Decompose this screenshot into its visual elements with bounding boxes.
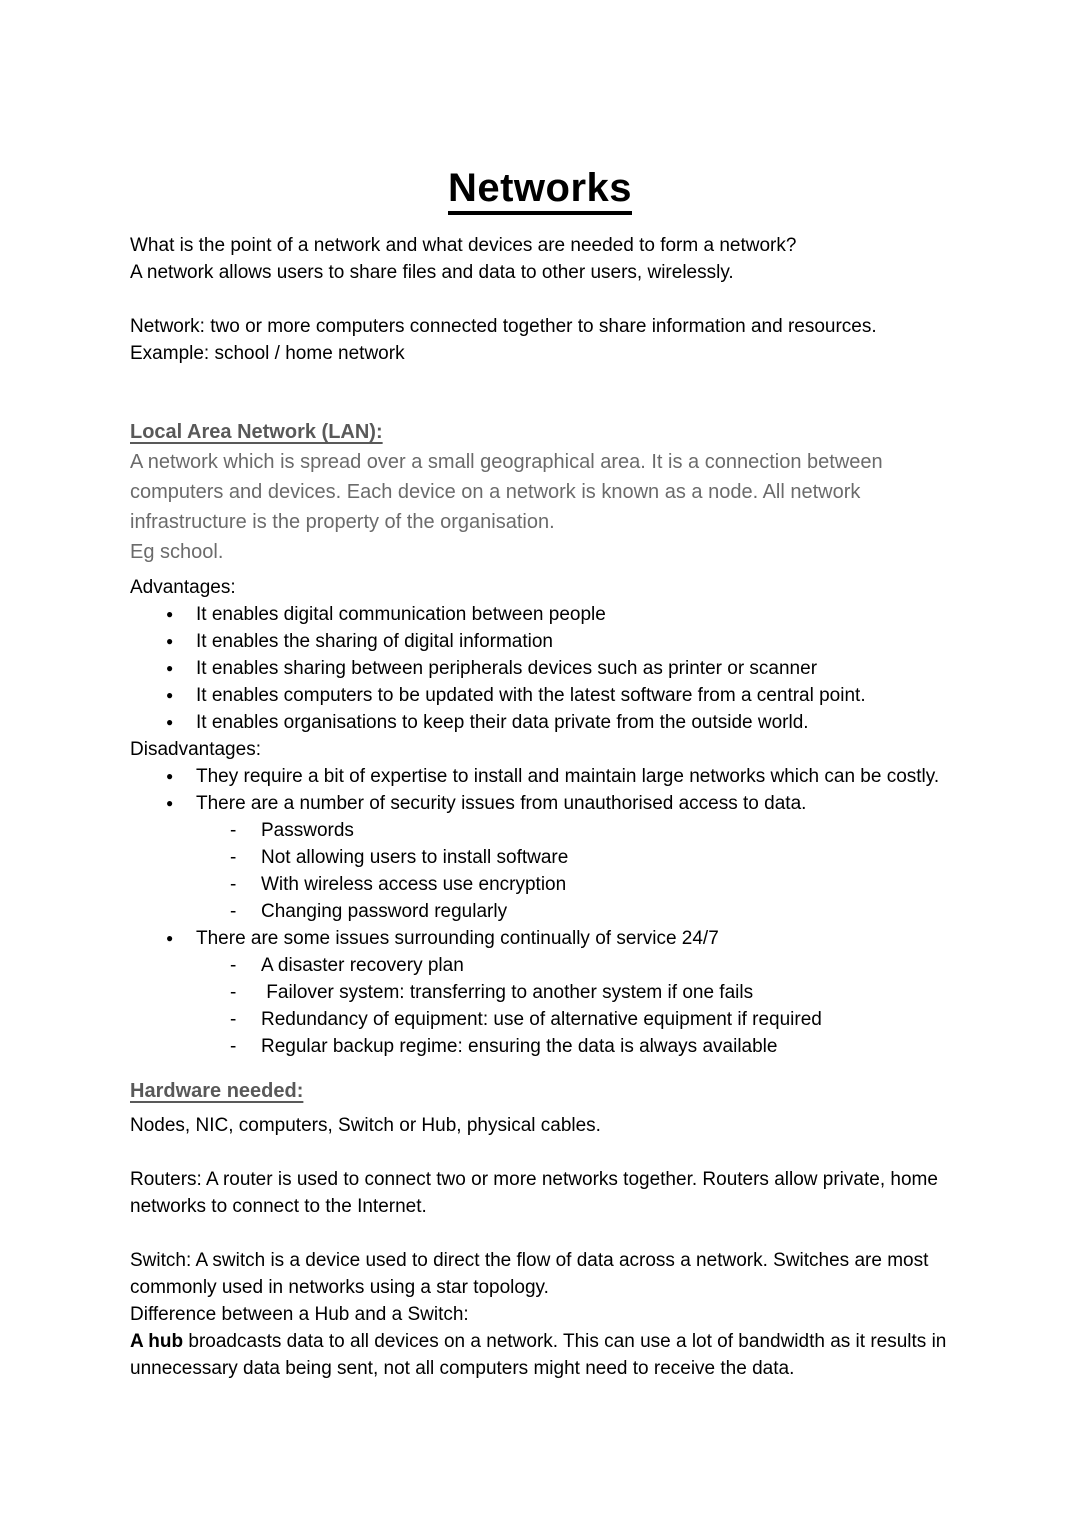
dash-marker: - [230,874,237,895]
disadvantages-label: Disadvantages: [130,739,261,760]
hardware-section-heading [130,1076,950,1106]
bullet-marker: ● [166,634,174,648]
list-item-text: It enables the sharing of digital information [196,631,553,652]
hub-rest-text: broadcasts data to all devices on a network. This can use a lot of bandwidth as it results in unnecessary data being sent, not all computers might need to receive the data. [130,1331,947,1379]
list-item [130,655,950,682]
hub-switch-difference-label: Difference between a Hub and a Switch: [130,1304,469,1325]
hub-paragraph [130,1328,950,1382]
switch-paragraph: Switch: A switch is a device used to direct the flow of data across a network. Switches are most commonly used in networks using a star topology. [130,1250,929,1298]
network-definition: Network: two or more computers connected together to share information and resources. [130,316,877,337]
list-item-text: It enables organisations to keep their data private from the outside world. [196,712,809,733]
dash-marker: - [230,1036,237,1057]
sub-list-item-text: Passwords [261,820,354,841]
list-item [130,709,950,736]
dash-marker: - [230,901,237,922]
list-item [130,763,950,790]
list-item-text: There are some issues surrounding continually of service 24/7 [196,928,719,949]
hardware-section-heading-text: Hardware needed: [130,1080,304,1102]
sub-list-item [130,1006,950,1033]
sub-list-item [130,817,950,844]
advantages-list [130,601,950,736]
network-example: Example: school / home network [130,343,405,364]
advantages-label: Advantages: [130,577,236,598]
bullet-marker: ● [166,769,174,783]
list-item [130,682,950,709]
bullet-marker: ● [166,796,174,810]
sub-list-item-text: Redundancy of equipment: use of alternative equipment if required [261,1009,822,1030]
lan-example: Eg school. [130,541,224,563]
sub-list-item [130,1033,950,1060]
hub-bold-text: A hub [130,1331,184,1352]
sub-list-item-text: A disaster recovery plan [261,955,464,976]
bullet-marker: ● [166,661,174,675]
sub-list-item [130,979,950,1006]
sub-list-item [130,871,950,898]
sub-list-item [130,844,950,871]
intro-answer: A network allows users to share files and data to other users, wirelessly. [130,262,734,283]
list-item-text: They require a bit of expertise to install and maintain large networks which can be costly. [196,766,940,787]
bullet-marker: ● [166,715,174,729]
sub-list-item [130,952,950,979]
dash-marker: - [230,955,237,976]
sub-list-item-text: Changing password regularly [261,901,508,922]
routers-paragraph: Routers: A router is used to connect two or more networks together. Routers allow private, home networks to connect to the Internet. [130,1169,938,1217]
bullet-marker: ● [166,688,174,702]
dash-marker: - [230,820,237,841]
intro-question: What is the point of a network and what devices are needed to form a network? [130,235,797,256]
lan-description: A network which is spread over a small geographical area. It is a connection between computers and devices. Each device on a network is known as a node. All network infrastructure is the property of the organisation. [130,451,883,533]
document-title-text: Networks [448,166,632,215]
document-title [130,166,950,215]
sub-list-item-text: Not allowing users to install software [261,847,569,868]
list-item-text: It enables digital communication between people [196,604,606,625]
bullet-marker: ● [166,607,174,621]
disadvantages-list [130,763,950,1060]
bullet-marker: ● [166,931,174,945]
sub-list-item-text: With wireless access use encryption [261,874,567,895]
list-item [130,925,950,952]
switch-block [130,1247,950,1382]
dash-marker: - [230,847,237,868]
list-item-text: There are a number of security issues from unauthorised access to data. [196,793,807,814]
lan-section-heading-text: Local Area Network (LAN): [130,421,383,443]
list-item [130,628,950,655]
dash-marker: - [230,982,237,1003]
dash-marker: - [230,1009,237,1030]
list-item-text: It enables sharing between peripherals devices such as printer or scanner [196,658,818,679]
list-item-text: It enables computers to be updated with the latest software from a central point. [196,685,866,706]
sub-list-item-text: Failover system: transferring to another system if one fails [261,982,754,1003]
list-item [130,601,950,628]
sub-list-item [130,898,950,925]
lan-section-heading [130,417,950,447]
list-item [130,790,950,817]
sub-list-item-text: Regular backup regime: ensuring the data is always available [261,1036,778,1057]
hardware-summary: Nodes, NIC, computers, Switch or Hub, physical cables. [130,1115,601,1136]
